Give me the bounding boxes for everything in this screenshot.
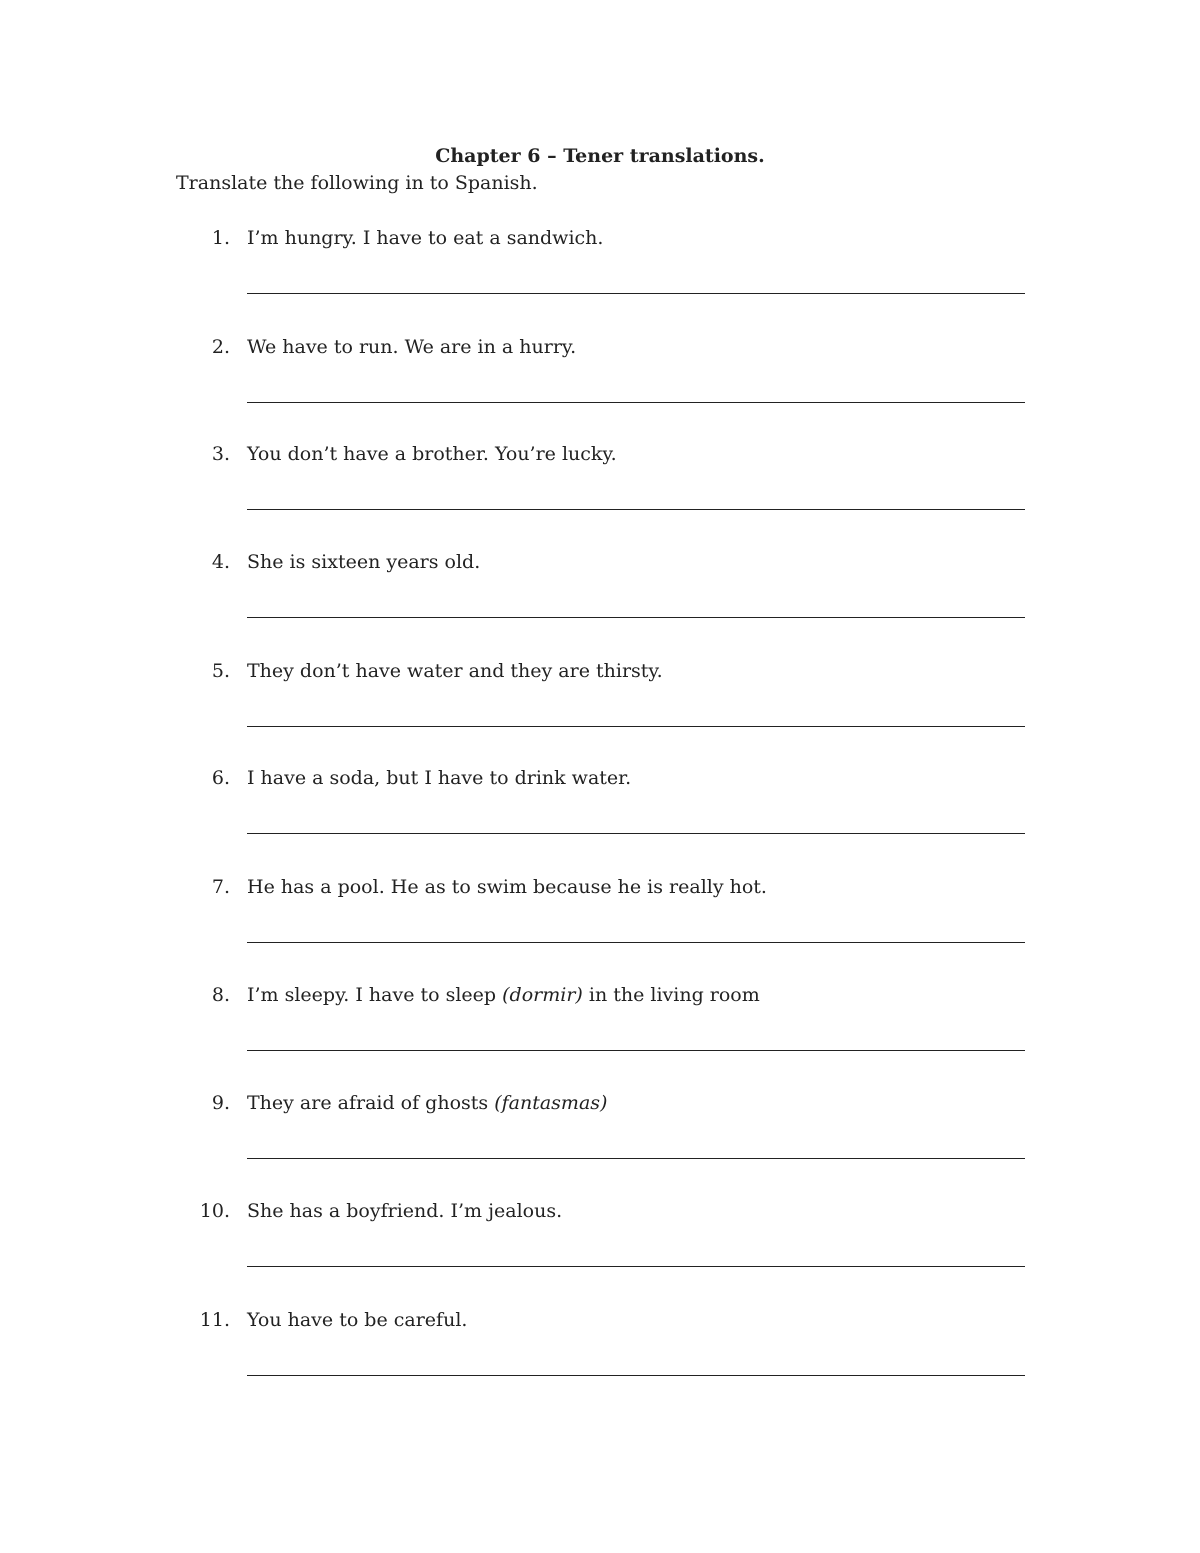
item-number: 10.: [199, 1200, 230, 1222]
answer-line[interactable]: [247, 942, 1025, 943]
answer-line[interactable]: [247, 402, 1025, 403]
item-text: You don’t have a brother. You’re lucky.: [247, 443, 617, 465]
item-number: 5.: [211, 660, 230, 682]
answer-line[interactable]: [247, 1050, 1025, 1051]
item-number: 11.: [199, 1309, 230, 1331]
worksheet-title: Chapter 6 – Tener translations.: [435, 145, 765, 167]
list-item: [0, 982, 1200, 1090]
answer-line[interactable]: [247, 833, 1025, 834]
answer-line[interactable]: [247, 1375, 1025, 1376]
list-item: [0, 874, 1200, 982]
answer-line[interactable]: [247, 1158, 1025, 1159]
list-item: [0, 765, 1200, 873]
list-item: [0, 658, 1200, 766]
answer-line[interactable]: [247, 1266, 1025, 1267]
item-number: 3.: [211, 443, 230, 465]
item-text: I’m sleepy. I have to sleep (dormir) in the living room: [247, 984, 760, 1006]
item-number: 4.: [211, 551, 230, 573]
item-number: 6.: [211, 767, 230, 789]
list-item: [0, 1090, 1200, 1198]
item-number: 9.: [211, 1092, 230, 1114]
item-text: She is sixteen years old.: [247, 551, 481, 573]
item-text: She has a boyfriend. I’m jealous.: [247, 1200, 563, 1222]
item-text: They are afraid of ghosts (fantasmas): [247, 1092, 608, 1114]
item-number: 2.: [211, 336, 230, 358]
answer-line[interactable]: [247, 293, 1025, 294]
list-item: [0, 441, 1200, 549]
item-text: I’m hungry. I have to eat a sandwich.: [247, 227, 604, 249]
item-text: You have to be careful.: [247, 1309, 468, 1331]
list-item: [0, 549, 1200, 657]
item-number: 8.: [211, 984, 230, 1006]
answer-line[interactable]: [247, 617, 1025, 618]
list-item: [0, 334, 1200, 442]
item-text: They don’t have water and they are thirsty.: [247, 660, 663, 682]
item-number: 1.: [211, 227, 230, 249]
worksheet-instruction: Translate the following in to Spanish.: [176, 172, 538, 194]
item-text: He has a pool. He as to swim because he is really hot.: [247, 876, 767, 898]
item-text: We have to run. We are in a hurry.: [247, 336, 577, 358]
list-item: [0, 225, 1200, 333]
answer-line[interactable]: [247, 509, 1025, 510]
item-number: 7.: [211, 876, 230, 898]
answer-line[interactable]: [247, 726, 1025, 727]
list-item: [0, 1198, 1200, 1306]
item-text: I have a soda, but I have to drink water.: [247, 767, 632, 789]
list-item: [0, 1307, 1200, 1415]
